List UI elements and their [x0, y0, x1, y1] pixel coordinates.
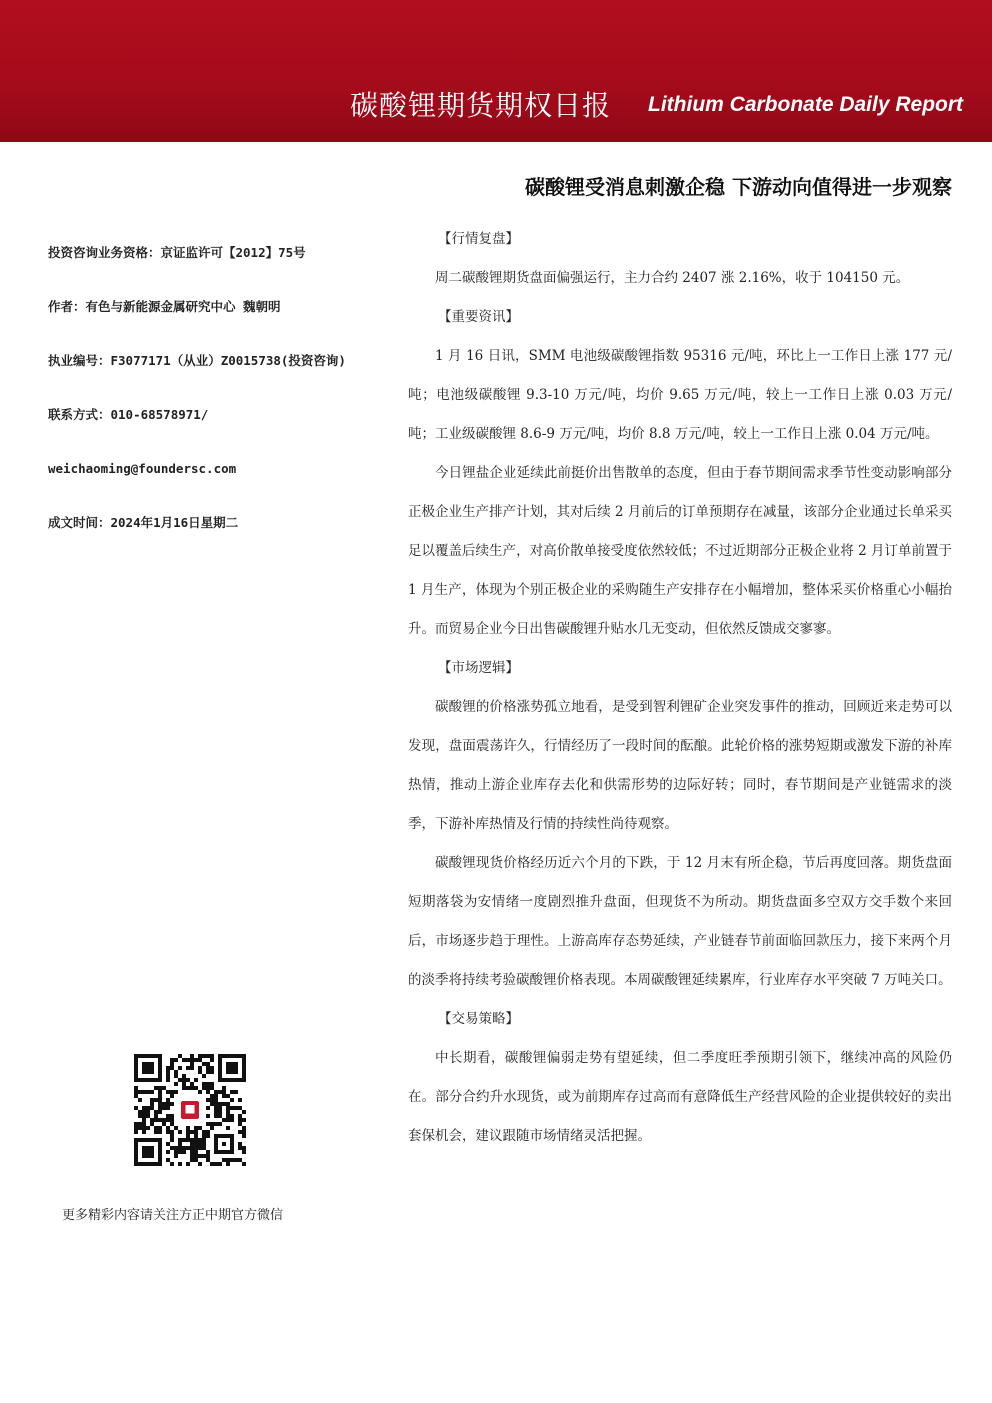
author-info-panel — [48, 240, 398, 564]
paragraph-market-logic-1: 碳酸锂的价格涨势孤立地看，是受到智利锂矿企业突发事件的推动，回顾近来走势可以发现，盘面震荡许久，行情经历了一段时间的酝酿。此轮价格的涨势短期或激发下游的补库热情，推动上游企业库存去化和供需形势的边际好转；同时，春节期间是产业链需求的淡季，下游补库热情及行情的持续性尚待观察。 — [408, 699, 952, 832]
paragraph-trading-strategy: 中长期看，碳酸锂偏弱走势有望延续，但二季度旺季预期引领下，继续冲高的风险仍在。部分合约升水现货，或为前期库存过高而有意降低生产经营风险的企业提供较好的卖出套保机会，建议跟随市场情绪灵活把握。 — [408, 1050, 952, 1144]
article-body — [408, 170, 952, 1156]
date-line: 成文时间：2024年1月16日星期二 — [48, 515, 239, 530]
article-headline: 碳酸锂受消息刺激企稳 下游动向值得进一步观察 — [525, 175, 952, 199]
report-title-en: Lithium Carbonate Daily Report — [648, 93, 964, 116]
section-heading-trading-strategy: 【交易策略】 — [438, 1011, 519, 1027]
paragraph-key-news-2: 今日锂盐企业延续此前挺价出售散单的态度，但由于春节期间需求季节性变动影响部分正极企业生产排产计划，其对后续 2 月前后的订单预期存在减量，该部分企业通过长单采买足以覆盖后续生产，对高价散单接受度依然较低；不过近期部分正极企业将 2 月订单前置于 1 月生产，体现为个别正极企业的采购随生产安排存在小幅增加，整体采买价格重心小幅抬升。而贸易企业今日出售碳酸锂升贴水几无变动，但依然反馈成交寥寥。 — [408, 465, 952, 637]
paragraph-market-logic-2: 碳酸锂现货价格经历近六个月的下跌，于 12 月末有所企稳，节后再度回落。期货盘面短期落袋为安情绪一度剧烈推升盘面，但现货不为所动。期货盘面多空双方交手数个来回后，市场逐步趋于理性。上游高库存态势延续，产业链春节前面临回款压力，接下来两个月的淡季将持续考验碳酸锂价格表现。本周碳酸锂延续累库，行业库存水平突破 7 万吨关口。 — [408, 855, 952, 988]
author-line: 作者：有色与新能源金属研究中心 魏朝明 — [48, 299, 281, 314]
section-heading-market-logic: 【市场逻辑】 — [438, 660, 519, 676]
report-title-cn: 碳酸锂期货期权日报 — [350, 89, 612, 122]
qr-caption: 更多精彩内容请关注方正中期官方微信 — [62, 1208, 284, 1223]
qualification-line: 投资咨询业务资格：京证监许可【2012】75号 — [48, 245, 306, 260]
contact-line: 联系方式：010-68578971/ — [48, 407, 209, 422]
paragraph-key-news-1: 1 月 16 日讯，SMM 电池级碳酸锂指数 95316 元/吨，环比上一工作日上涨 177 元/吨；电池级碳酸锂 9.3-10 万元/吨，均价 9.65 万元/吨，较上一工作日上涨 0.03 万元/吨；工业级碳酸锂 8.6-9 万元/吨，均价 8.8 万元/吨，较上一工作日上涨 0.04 万元/吨。 — [408, 348, 952, 442]
license-number-line: 执业编号：F3077171（从业）Z0015738(投资咨询) — [48, 353, 346, 368]
paragraph-market-review: 周二碳酸锂期货盘面偏强运行，主力合约 2407 涨 2.16%，收于 104150 元。 — [435, 270, 910, 286]
section-heading-market-review: 【行情复盘】 — [438, 231, 519, 247]
header-banner — [0, 0, 992, 142]
section-heading-key-news: 【重要资讯】 — [438, 309, 519, 325]
email-line: weichaoming@foundersc.com — [48, 461, 237, 476]
qr-code-icon — [134, 1054, 246, 1166]
